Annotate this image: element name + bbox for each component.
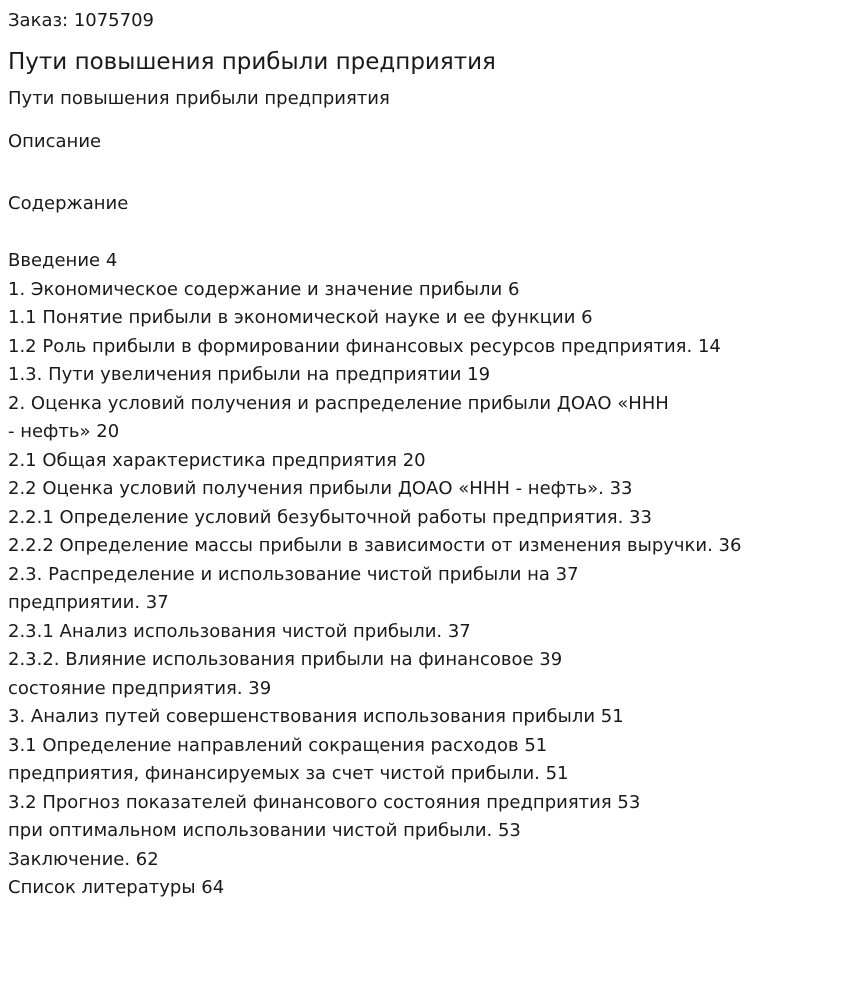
toc-item: 2.2 Оценка условий получения прибыли ДОАО «ННН - нефть». 33 bbox=[8, 478, 633, 499]
document-subtitle: Пути повышения прибыли предприятия bbox=[8, 88, 390, 109]
order-number: Заказ: 1075709 bbox=[8, 10, 154, 31]
toc-item: 3.2 Прогноз показателей финансового состояния предприятия 53 bbox=[8, 791, 641, 813]
page-title: Пути повышения прибыли предприятия bbox=[8, 49, 496, 75]
toc-item: 1.1 Понятие прибыли в экономической науке и ее функции 6 bbox=[8, 307, 593, 328]
toc-item: - нефть» 20 bbox=[8, 421, 120, 442]
toc-item: 1.2 Роль прибыли в формировании финансовых ресурсов предприятия. 14 bbox=[8, 335, 721, 357]
toc-item: 2.3. Распределение и использование чистой прибыли на 37 bbox=[8, 563, 579, 585]
toc-item: Введение 4 bbox=[8, 250, 118, 271]
toc-item: Список литературы 64 bbox=[8, 877, 225, 898]
toc-item: при оптимальном использовании чистой прибыли. 53 bbox=[8, 820, 521, 841]
table-of-contents bbox=[8, 247, 741, 903]
toc-item: 1.3. Пути увеличения прибыли на предприятии 19 bbox=[8, 364, 491, 385]
description-heading: Описание bbox=[8, 131, 102, 152]
toc-item: 3. Анализ путей совершенствования использования прибыли 51 bbox=[8, 706, 624, 727]
toc-item: 2.2.1 Определение условий безубыточной работы предприятия. 33 bbox=[8, 506, 652, 528]
toc-item: 2. Оценка условий получения и распределение прибыли ДОАО «ННН bbox=[8, 392, 669, 414]
toc-item: состояние предприятия. 39 bbox=[8, 677, 272, 699]
toc-item: 2.1 Общая характеристика предприятия 20 bbox=[8, 449, 426, 471]
toc-item: предприятия, финансируемых за счет чистой прибыли. 51 bbox=[8, 763, 569, 784]
toc-item: 2.2.2 Определение массы прибыли в зависимости от изменения выручки. 36 bbox=[8, 535, 742, 556]
toc-item: 2.3.1 Анализ использования чистой прибыли. 37 bbox=[8, 620, 471, 642]
toc-item: 3.1 Определение направлений сокращения расходов 51 bbox=[8, 734, 548, 756]
toc-item: Заключение. 62 bbox=[8, 848, 159, 870]
contents-heading: Содержание bbox=[8, 193, 129, 214]
toc-item: предприятии. 37 bbox=[8, 592, 169, 613]
toc-item: 1. Экономическое содержание и значение прибыли 6 bbox=[8, 278, 520, 300]
toc-item: 2.3.2. Влияние использования прибыли на финансовое 39 bbox=[8, 649, 563, 670]
